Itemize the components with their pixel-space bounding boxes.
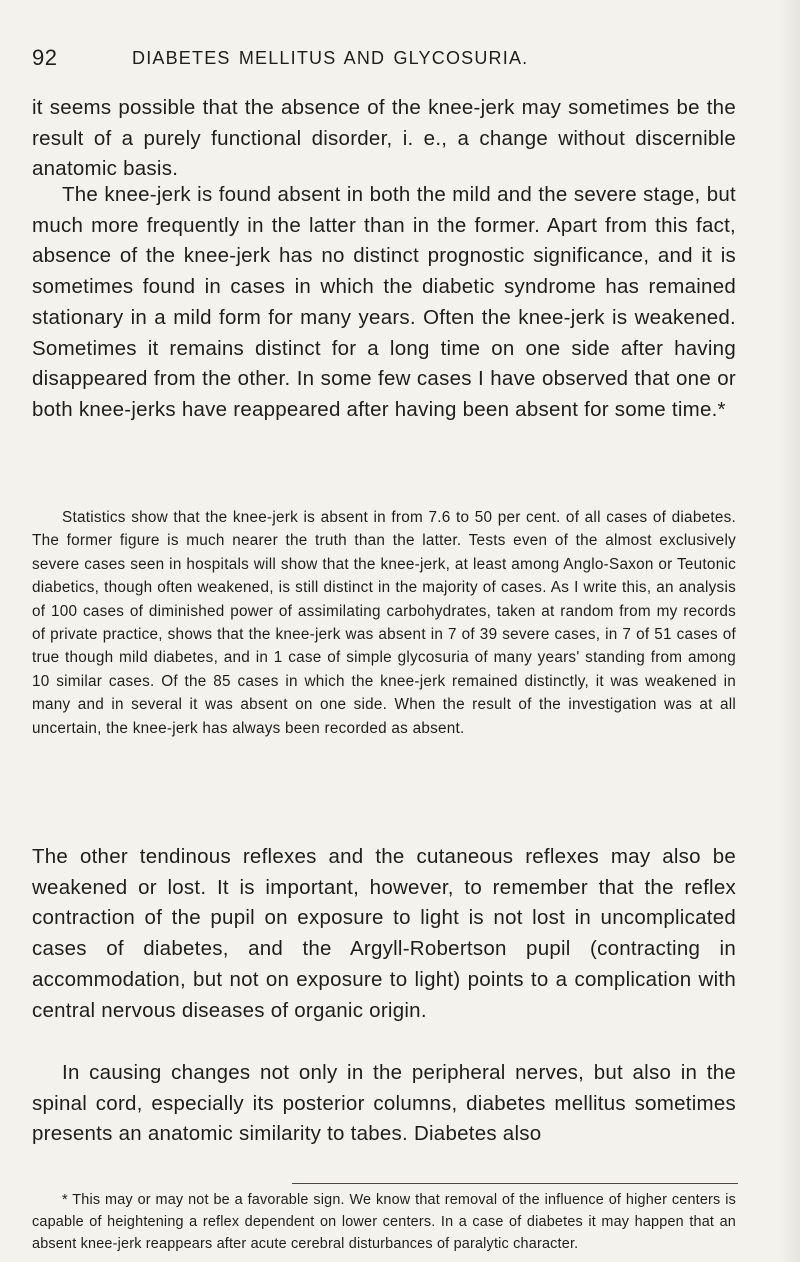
footnote-text: * This may or may not be a favorable sign. We know that removal of the influence of higher centers is capable of heightening a reflex dependent on lower centers. In a case of diabetes it may happen that an absent knee-jerk reappears after acute cerebral disturbances of paralytic character.	[32, 1192, 736, 1252]
paragraph-text: The knee-jerk is found absent in both the mild and the severe stage, but much more frequently in the latter than in the former. Apart from this fact, absence of the knee-jerk has no distinct prognostic significance, and it is sometimes found in cases in which the diabetic syndrome has remained stationary in a mild form for many years. Often the knee-jerk is weakened. Sometimes it remains distinct for a long time on one side after having disappeared from the other. In some few cases I have observed that one or both knee-jerks have reappeared after having been absent for some time.*	[32, 183, 736, 421]
paragraph-text: The other tendinous reflexes and the cutaneous reflexes may also be weakened or lost. It is important, however, to remember that the reflex contraction of the pupil on exposure to light is not lost in uncomplicated cases of diabetes, and the Argyll-Robertson pupil (contracting in accommodation, but not on exposure to light) points to a complication with central nervous diseases of organic origin.	[32, 845, 736, 1022]
running-title: DIABETES MELLITUS AND GLYCOSURIA.	[132, 48, 529, 68]
running-head	[32, 44, 732, 72]
page-number: 92	[32, 45, 58, 70]
statistics-block	[32, 506, 736, 740]
paragraph-knee-jerk	[32, 180, 736, 426]
page-edge-shadow	[778, 0, 800, 1262]
paragraph-tabes	[32, 1058, 736, 1150]
paragraph-continuation	[32, 93, 736, 185]
paragraph-text: it seems possible that the absence of the knee-jerk may sometimes be the result of a purely functional disorder, i. e., a change without discernible anatomic basis.	[32, 96, 736, 181]
footnote	[32, 1190, 736, 1256]
footnote-divider	[292, 1183, 738, 1184]
statistics-text: Statistics show that the knee-jerk is absent in from 7.6 to 50 per cent. of all cases of diabetes. The former figure is much nearer the truth than the latter. Tests even of the almost exclusively severe cases seen in hospitals will show that the knee-jerk, at least among Anglo-Saxon or Teutonic diabetics, though often weakened, is still distinct in the majority of cases. As I write this, an analysis of 100 cases of diminished power of assimilating carbohydrates, taken at random from my records of private practice, shows that the knee-jerk was absent in 7 of 39 severe cases, in 7 of 51 cases of true though mild diabetes, and in 1 case of simple glycosuria of many years' standing from among 10 similar cases. Of the 85 cases in which the knee-jerk remained distinctly, it was weakened in many and in several it was absent on one side. When the result of the investigation was at all uncertain, the knee-jerk has always been recorded as absent.	[32, 509, 736, 737]
paragraph-reflexes	[32, 842, 736, 1026]
paragraph-text: In causing changes not only in the peripheral nerves, but also in the spinal cord, especially its posterior columns, diabetes mellitus sometimes presents an anatomic similarity to tabes. Diabetes also	[32, 1061, 736, 1146]
